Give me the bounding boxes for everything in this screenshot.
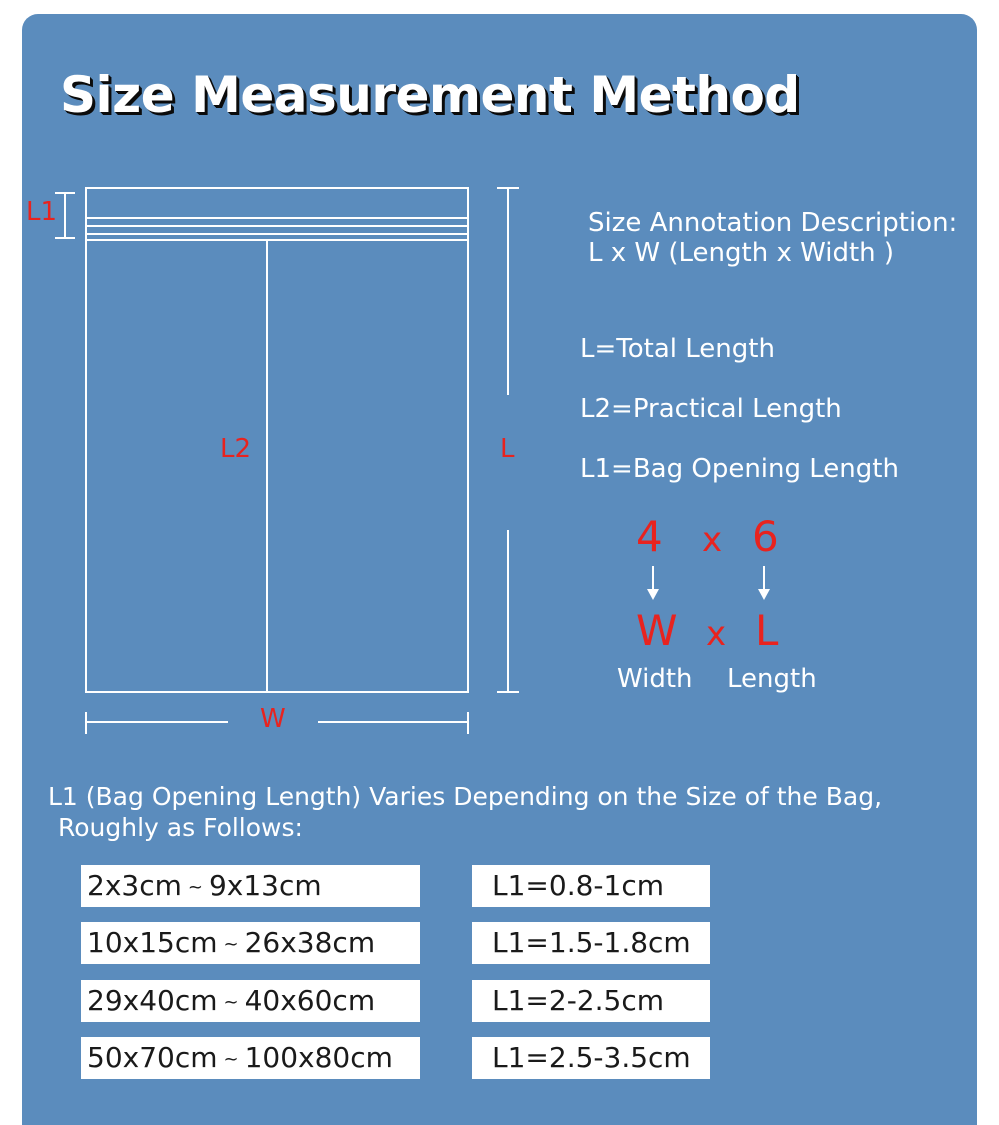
- example-letter-w: W: [636, 606, 678, 655]
- example-times-bottom: x: [706, 614, 727, 654]
- size-range-cell: [81, 865, 420, 907]
- example-number-w: 4: [636, 512, 663, 561]
- size-from: 29x40cm: [87, 984, 218, 1017]
- description-line-1: Size Annotation Description:: [588, 208, 958, 238]
- note-line-1: L1 (Bag Opening Length) Varies Depending on the Size of the Bag,: [48, 782, 883, 811]
- l1-value-cell: L1=2.5-3.5cm: [472, 1037, 710, 1079]
- size-to: 100x80cm: [244, 1041, 393, 1074]
- width-caption: Width: [617, 664, 693, 694]
- size-range-cell: [81, 1037, 420, 1079]
- practical-length-text: L2=Practical Length: [580, 394, 842, 424]
- total-length-text: L=Total Length: [580, 334, 775, 364]
- size-from: 50x70cm: [87, 1041, 218, 1074]
- label-w: W: [260, 704, 286, 734]
- size-range-cell: [81, 922, 420, 964]
- size-to: 9x13cm: [208, 869, 322, 902]
- bag-outline: [86, 188, 468, 692]
- description-line-2: L x W (Length x Width ): [588, 238, 895, 268]
- example-times-top: x: [702, 520, 723, 560]
- arrow-down-icon: [652, 566, 654, 590]
- size-to: 26x38cm: [244, 926, 376, 959]
- range-tilde: ~: [223, 992, 239, 1013]
- label-l: L: [500, 434, 515, 464]
- range-tilde: ~: [223, 934, 239, 955]
- size-from: 2x3cm: [87, 869, 182, 902]
- size-from: 10x15cm: [87, 926, 218, 959]
- length-caption: Length: [727, 664, 817, 694]
- size-to: 40x60cm: [244, 984, 376, 1017]
- range-tilde: ~: [223, 1049, 239, 1070]
- range-tilde: ~: [187, 877, 203, 898]
- arrow-down-icon: [763, 566, 765, 590]
- label-l1: L1: [26, 197, 58, 227]
- size-range-cell: [81, 980, 420, 1022]
- example-letter-l: L: [755, 606, 779, 655]
- note-line-2: Roughly as Follows:: [58, 813, 303, 842]
- opening-length-text: L1=Bag Opening Length: [580, 454, 899, 484]
- l1-value-cell: L1=2-2.5cm: [472, 980, 710, 1022]
- page-title: Size Measurement Method: [60, 66, 800, 124]
- label-l2: L2: [220, 434, 252, 464]
- l1-value-cell: L1=1.5-1.8cm: [472, 922, 710, 964]
- example-number-l: 6: [752, 512, 779, 561]
- l1-value-cell: L1=0.8-1cm: [472, 865, 710, 907]
